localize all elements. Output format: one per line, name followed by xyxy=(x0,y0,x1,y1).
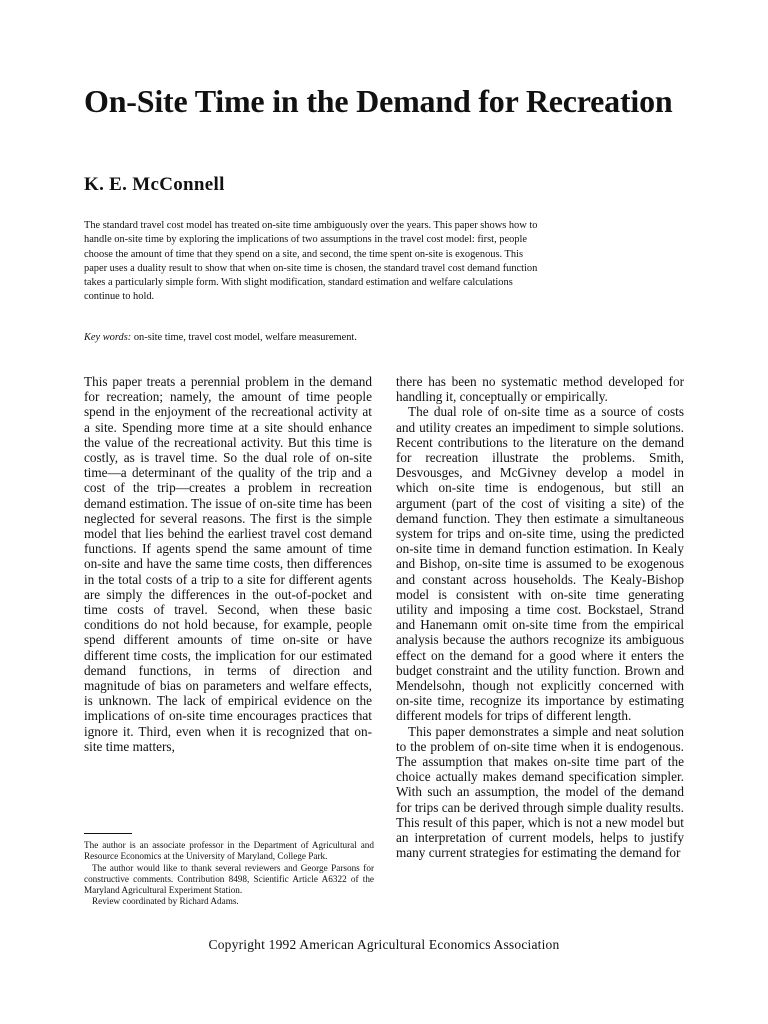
footnote: The author is an associate professor in the Department of Agricultural and Resource Economics at the University of Maryland, College Park. xyxy=(84,840,374,862)
body-paragraph: This paper demonstrates a simple and neat solution to the problem of on-site time when it is endogenous. The assumption that makes on-site time part of the choice actually makes demand specification simpler. With such an assumption, the model of the demand for trips can be derived through simple duality results. This result of this paper, which is not a new model but an interpretation of current models, helps to justify many current strategies for estimating the demand for xyxy=(396,723,684,861)
body-paragraph: This paper treats a perennial problem in the demand for recreation; namely, the amount of time people spend in the enjoyment of the recreational activity at a site. Spending more time at a site should enhance the value of the recreational activity. But this time is costly, as is travel time. So the dual role of on-site time—a determinant of the quality of the trip and a cost of the trip—creates a problem in recreation demand estimation. The issue of on-site time has been neglected for several reasons. The first is the simple model that lies behind the earliest travel cost demand functions. If agents spend the same amount of time on-site and have the same time costs, then differences in the total costs of a trip to a site for different agents are simply the differences in the out-of-pocket and time costs of travel. Second, when these basic conditions do not hold because, for example, people spend different amounts of time on-site or have different time costs, the implication for our estimated demand functions, in terms of direction and magnitude of bias on parameters and welfare effects, is unknown. The lack of empirical evidence on the implications of on-site time encourages practices that ignore it. Third, even when it is recognized that on-site time matters, xyxy=(84,374,372,754)
author-name: K. E. McConnell xyxy=(84,174,225,195)
footnote-divider xyxy=(84,833,132,834)
copyright-notice: Copyright 1992 American Agricultural Economics Association xyxy=(208,937,560,952)
keywords-label: Key words: xyxy=(84,332,132,343)
body-column-right xyxy=(396,374,684,861)
body-column-left xyxy=(84,374,372,754)
article-title: On-Site Time in the Demand for Recreation xyxy=(84,83,673,119)
abstract: The standard travel cost model has treated on-site time ambiguously over the years. This paper shows how to handle on-site time by exploring the implications of two assumptions in the travel cost model: first, people choose the amount of time that they spend on a site, and second, the time spent on-site is exogenous. This paper uses a duality result to show that when on-site time is chosen, the standard travel cost demand function takes a particularly simple form. With slight modification, standard estimation and welfare calculations continue to hold. xyxy=(84,220,538,303)
body-paragraph: there has been no systematic method developed for handling it, conceptually or empirically. xyxy=(396,374,684,405)
footnotes xyxy=(84,840,374,908)
footnote: Review coordinated by Richard Adams. xyxy=(92,896,239,907)
keywords-line xyxy=(84,332,546,343)
keywords-text: on-site time, travel cost model, welfare measurement. xyxy=(133,332,357,343)
body-paragraph: The dual role of on-site time as a source of costs and utility creates an impediment to simple solutions. Recent contributions to the literature on the demand for recreation illustrate the problems. Smith, Desvousges, and McGivney develop a model in which on-site time is endogenous, but still an argument (part of the cost of visiting a site) of the demand function. They then estimate a simultaneous system for trips and on-site time, using the predicted on-site time in demand function estimation. In Kealy and Bishop, on-site time is assumed to be exogenous and constant across households. The Kealy-Bishop model is consistent with on-site time generating utility and imposing a time cost. Bockstael, Strand and Hanemann omit on-site time from the empirical analysis because the authors recognize its ambiguous effect on the demand for a good where it enters the budget constraint and the utility function. Brown and Mendelsohn, though not explicitly concerned with on-site time, recognize its importance by estimating different models for trips of different length. xyxy=(396,404,684,724)
footnote: The author would like to thank several reviewers and George Parsons for constructive comments. Contribution 8498, Scientific Article A6322 of the Maryland Agricultural Experiment Station. xyxy=(84,862,374,896)
